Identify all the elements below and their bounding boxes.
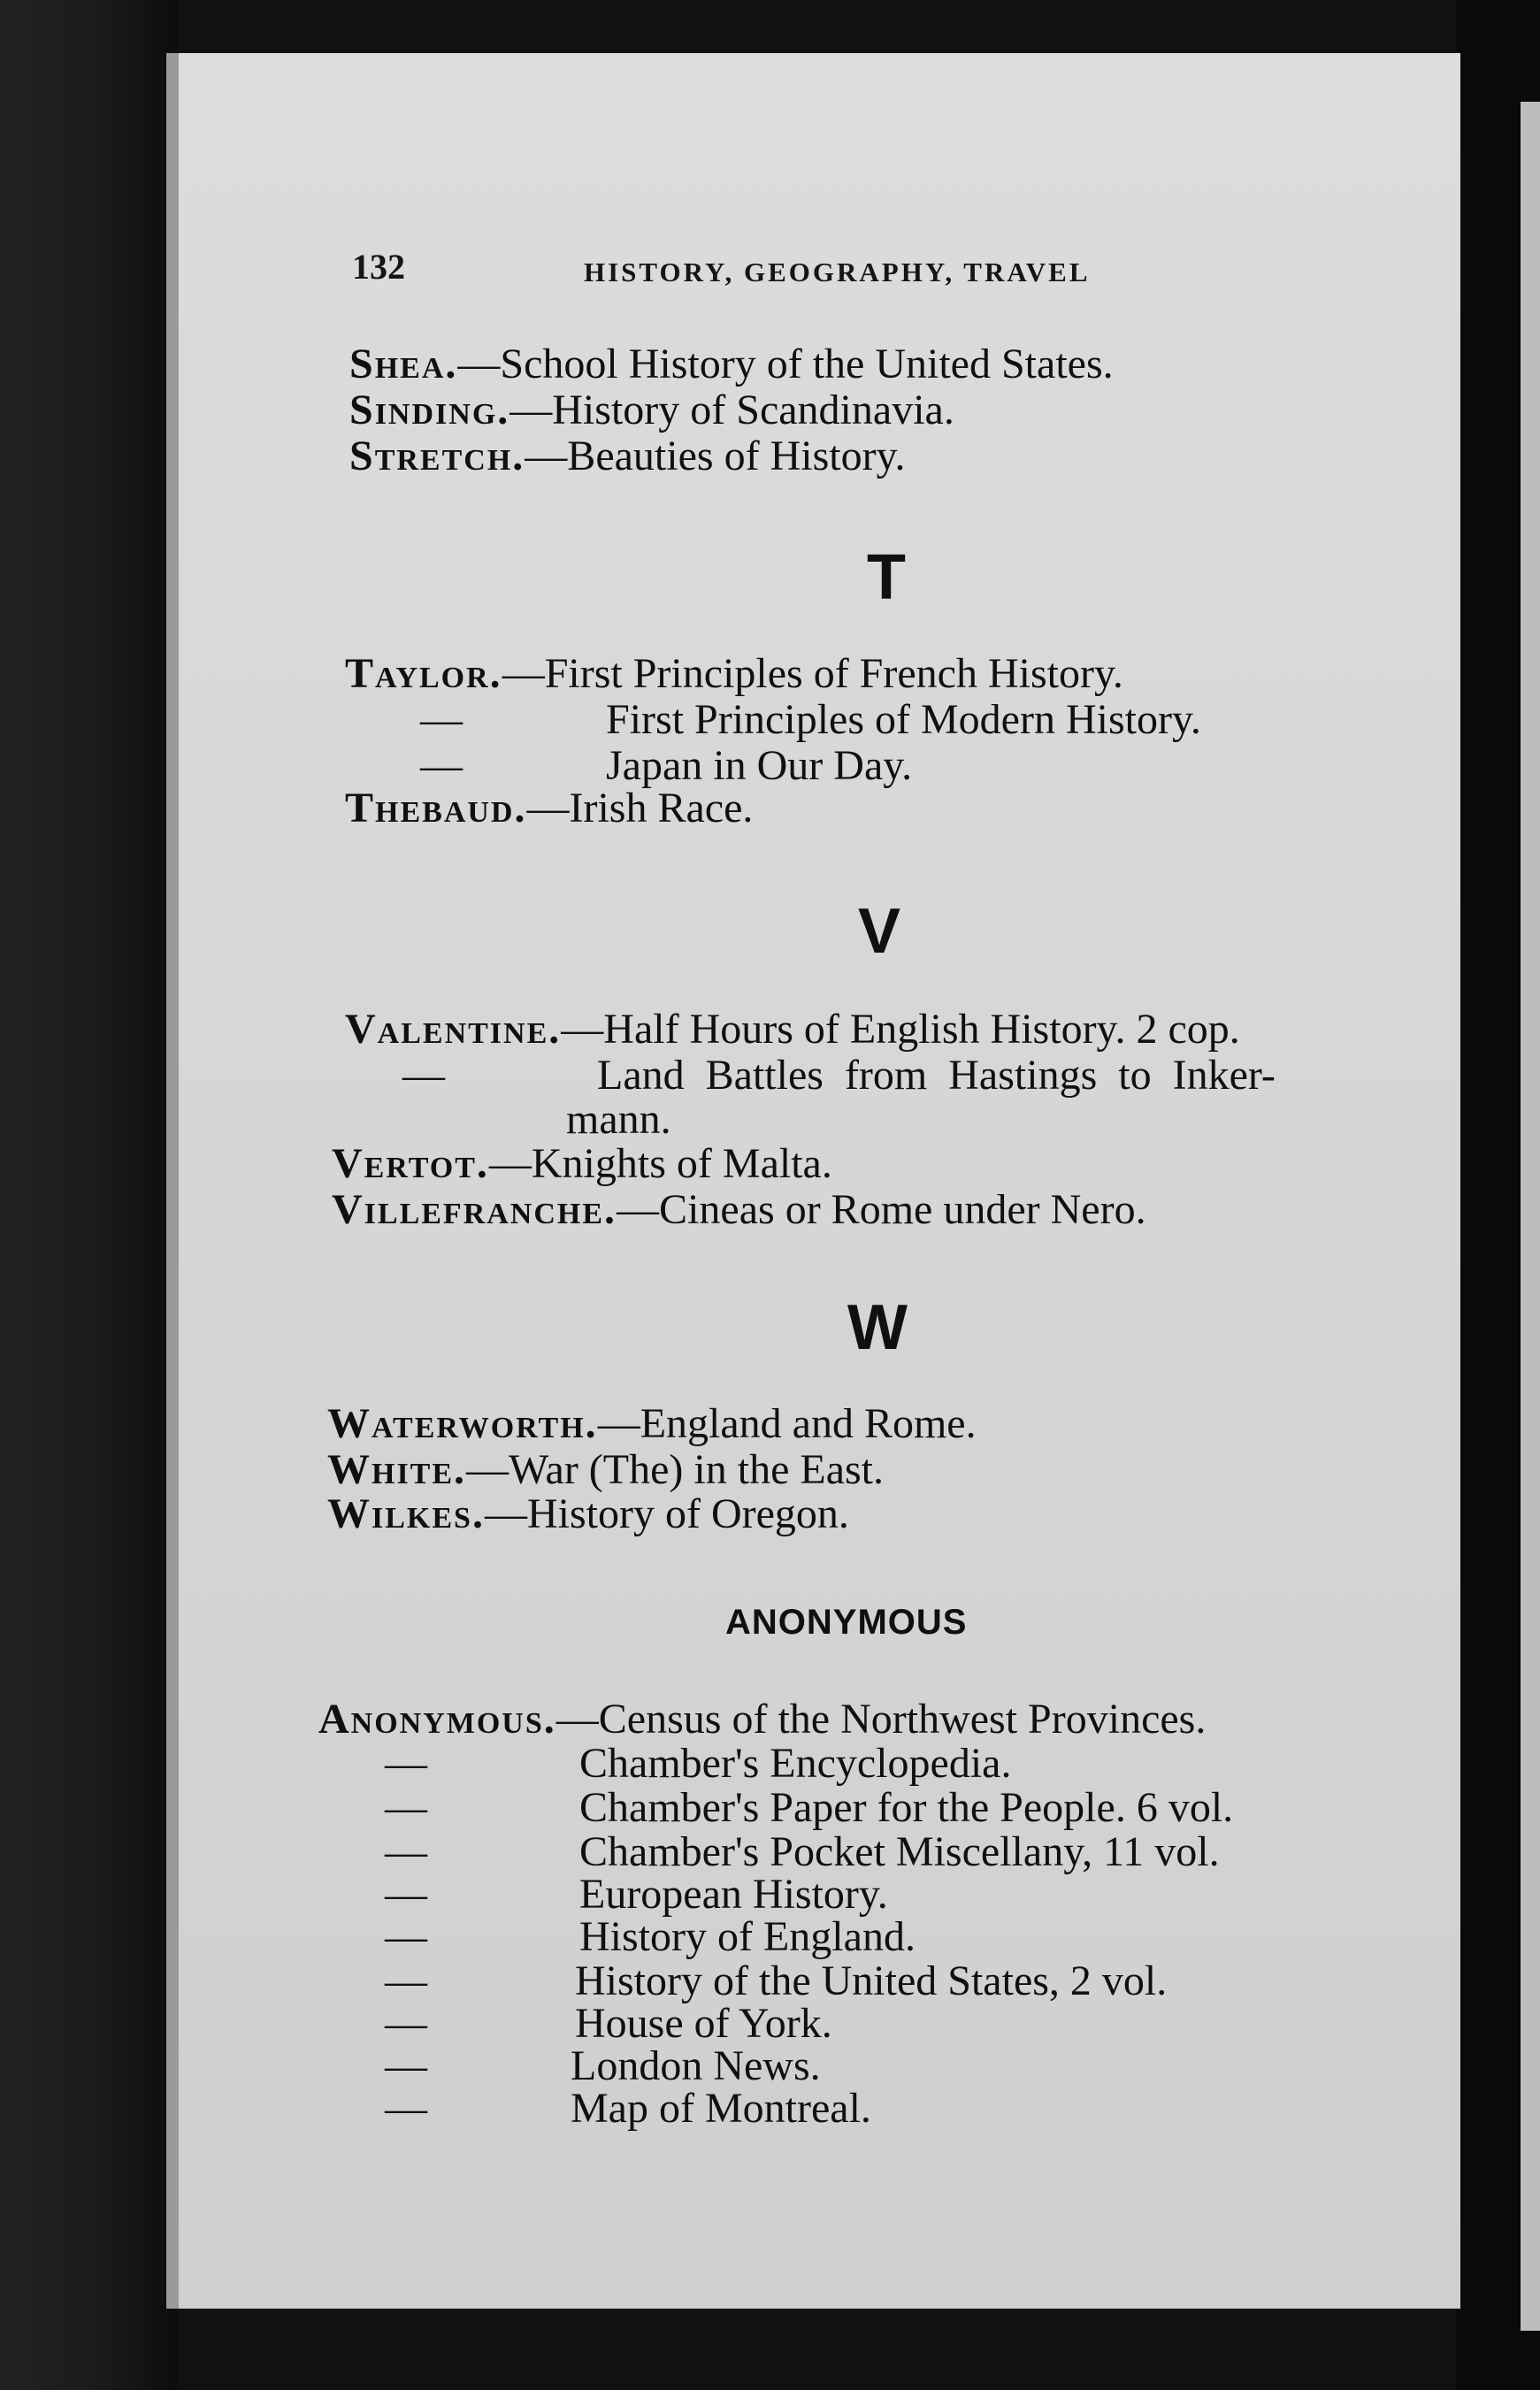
entry-author: Anonymous. [318, 1696, 556, 1743]
scan-left-border [0, 0, 177, 2390]
entry-thebaud [345, 787, 753, 830]
entry-author: Shea. [349, 341, 458, 387]
entry-author: Vertot. [332, 1140, 489, 1187]
next-page-edge [1521, 102, 1540, 2331]
entry-title: Land Battles from Hastings to Inker- [597, 1052, 1276, 1099]
entry-title: Map of Montreal. [571, 2085, 871, 2132]
entry-wilkes [327, 1490, 849, 1537]
entry-vertot [332, 1140, 832, 1187]
entry-title: Chamber's Pocket Miscellany, 11 vol. [579, 1828, 1220, 1875]
page-number: 132 [352, 247, 405, 287]
entry-title: —Census of the Northwest Provinces. [555, 1696, 1207, 1743]
entry-title: —Cineas or Rome under Nero. [617, 1186, 1146, 1233]
entry-sinding [349, 389, 954, 432]
entry-title: —War (The) in the East. [466, 1446, 885, 1493]
section-letter-t: T [867, 542, 906, 613]
entry-title: —England and Rome. [597, 1400, 977, 1447]
entry-continuation: mann. [566, 1096, 671, 1143]
entry-title: —Beauties of History. [525, 433, 906, 479]
ditto-dash: — [385, 1740, 427, 1787]
entry-taylor [345, 650, 1123, 697]
ditto-dash: — [385, 2000, 427, 2047]
entry-valentine [345, 1008, 1240, 1051]
ditto-dash: — [385, 2042, 427, 2089]
entry-title: Chamber's Encyclopedia. [579, 1740, 1012, 1787]
entry-title: History of the United States, 2 vol. [575, 1957, 1168, 2004]
entry-anonymous [318, 1698, 1206, 1741]
section-heading-anonymous: ANONYMOUS [725, 1603, 968, 1642]
ditto-dash: — [420, 742, 463, 789]
entry-title: —History of Oregon. [484, 1490, 849, 1537]
entry-title: —First Principles of French History. [502, 650, 1123, 697]
ditto-dash: — [385, 1784, 427, 1831]
ditto-dash: — [385, 1871, 427, 1918]
ditto-dash: — [385, 1957, 427, 2004]
ditto-dash: — [385, 2085, 427, 2132]
entry-title: —Knights of Malta. [488, 1140, 832, 1187]
entry-title: Chamber's Paper for the People. 6 vol. [579, 1784, 1234, 1831]
entry-title: History of England. [579, 1913, 916, 1960]
section-letter-w: W [847, 1292, 908, 1363]
entry-title: —Half Hours of English History. 2 cop. [561, 1006, 1240, 1053]
entry-author: Sinding. [349, 387, 510, 433]
section-letter-v: V [858, 896, 901, 967]
entry-stretch [349, 435, 905, 478]
entry-author: Thebaud. [345, 785, 527, 831]
ditto-dash: — [385, 1828, 427, 1875]
entry-title: European History. [579, 1871, 888, 1918]
entry-author: Wilkes. [327, 1490, 485, 1537]
ditto-dash: — [385, 1913, 427, 1960]
entry-title: —Irish Race. [526, 785, 754, 831]
entry-title: First Principles of Modern History. [606, 696, 1201, 743]
entry-author: Stretch. [349, 433, 525, 479]
entry-white [327, 1446, 885, 1493]
ditto-dash: — [420, 696, 463, 743]
entry-title: House of York. [575, 2000, 832, 2047]
entry-author: White. [327, 1446, 467, 1493]
entry-title: —School History of the United States. [457, 341, 1114, 387]
entry-title: —History of Scandinavia. [510, 387, 954, 433]
entry-title: London News. [571, 2042, 821, 2089]
entry-author: Valentine. [345, 1006, 562, 1053]
entry-author: Villefranche. [332, 1186, 617, 1233]
entry-shea [349, 343, 1114, 386]
entry-author: Taylor. [345, 650, 502, 697]
entry-title: Japan in Our Day. [606, 742, 913, 789]
entry-author: Waterworth. [327, 1400, 598, 1447]
running-head: HISTORY, GEOGRAPHY, TRAVEL [584, 257, 1091, 287]
entry-waterworth [327, 1400, 977, 1447]
entry-villefranche [332, 1186, 1146, 1233]
ditto-dash: — [402, 1052, 445, 1099]
